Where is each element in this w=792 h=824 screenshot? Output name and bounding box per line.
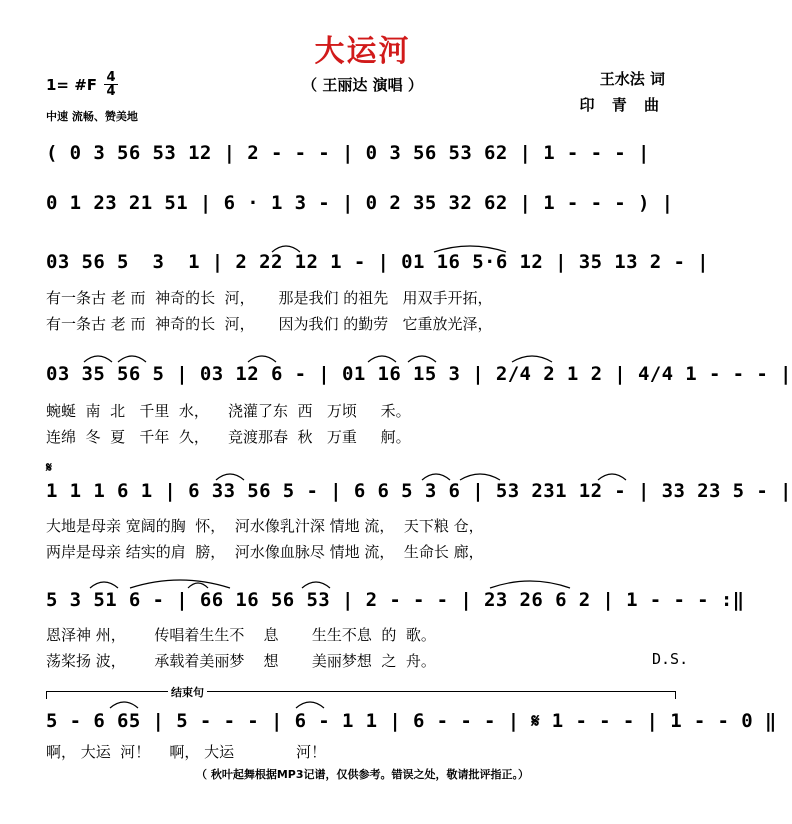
- slur: [302, 582, 330, 588]
- slur: [248, 356, 276, 362]
- score-line-2: 0 1 23 21 51 | 6 · 1 3 - | 0 2 35 32 62 | 1 - - - ) |: [46, 192, 674, 214]
- ending-bracket-left: [46, 691, 47, 699]
- song-title: 大运河: [314, 34, 411, 69]
- slur: [118, 356, 146, 362]
- score-line-6: 5 3 51 6 - | 66 16 56 53 | 2 - - - | 23 26 6 2 | 1 - - - :‖: [46, 589, 745, 611]
- lyric-line-1b: 有一条古 老 而 神奇的长 河， 因为我们 的勤劳 它重放光泽，: [46, 315, 493, 333]
- performer-line: （ 王丽达 演唱 ）: [302, 76, 423, 94]
- ending-bracket-right: [675, 691, 676, 699]
- slur: [296, 702, 324, 708]
- lyric-line-2b: 连绵 冬 夏 千年 久， 竞渡那春 秋 万重 舸。: [46, 428, 411, 446]
- ending-bracket-line: [46, 691, 676, 692]
- lyric-line-2a: 蜿蜒 南 北 千里 水， 浇灌了东 西 万顷 禾。: [46, 402, 411, 420]
- key-signature: 1= #F: [46, 76, 98, 94]
- lyric-line-4a: 恩泽神 州， 传唱着生生不 息 生生不息 的 歌。: [46, 626, 436, 644]
- score-line-3: 03 56 5 3 1 | 2 22 12 1 - | 01 16 5·6 12 | 35 13 2 - |: [46, 251, 709, 273]
- score-line-5: 1 1 1 6 1 | 6 33 56 5 - | 6 6 5 3 6 | 53 231 12 - | 33 23 5 - |: [46, 480, 792, 502]
- slur: [84, 356, 112, 362]
- slur: [90, 582, 118, 588]
- tempo-marking: 中速 流畅、赞美地: [46, 110, 138, 123]
- lyric-line-4b: 荡桨扬 波， 承载着美丽梦 想 美丽梦想 之 舟。: [46, 652, 436, 670]
- composer-credit: 印 青 曲: [579, 96, 665, 114]
- time-signature-top: 4: [106, 70, 116, 85]
- segno-sign: 𝄋: [46, 460, 53, 476]
- slur: [490, 581, 570, 588]
- ending-label: 结束句: [168, 684, 207, 700]
- slur: [188, 583, 208, 588]
- score-line-4: 03 35 56 5 | 03 12 6 - | 01 16 15 3 | 2/4 2 1 2 | 4/4 1 - - - |: [46, 363, 792, 385]
- lyric-line-3b: 两岸是母亲 结实的肩 膀， 河水像血脉尽 情地 流， 生命长 廊，: [46, 543, 484, 561]
- slur: [130, 580, 230, 588]
- lyric-line-3a: 大地是母亲 宽阔的胸 怀， 河水像乳汁深 情地 流， 天下粮 仓，: [46, 517, 484, 535]
- score-line-7: 5 - 6 65 | 5 - - - | 6 - 1 1 | 6 - - - | 𝄋 1 - - - | 1 - - 0 ‖: [46, 710, 777, 732]
- lyric-line-5: 啊， 大运 河！ 啊， 大运 河！: [46, 743, 327, 761]
- slur: [110, 702, 138, 708]
- lyricist-credit: 王水法 词: [599, 70, 665, 88]
- time-signature-bottom: 4: [104, 84, 118, 98]
- transcription-footnote: （ 秋叶起舞根据MP3记谱，仅供参考。错误之处，敬请批评指正。）: [196, 768, 529, 781]
- slur: [368, 356, 396, 362]
- lyric-line-1a: 有一条古 老 而 神奇的长 河， 那是我们 的祖先 用双手开拓，: [46, 289, 493, 307]
- dal-segno-mark: D.S.: [652, 650, 689, 668]
- score-line-1: ( 0 3 56 53 12 | 2 - - - | 0 3 56 53 62 | 1 - - - |: [46, 142, 650, 164]
- time-signature: [104, 71, 118, 98]
- slur: [512, 356, 552, 362]
- slur: [408, 356, 436, 362]
